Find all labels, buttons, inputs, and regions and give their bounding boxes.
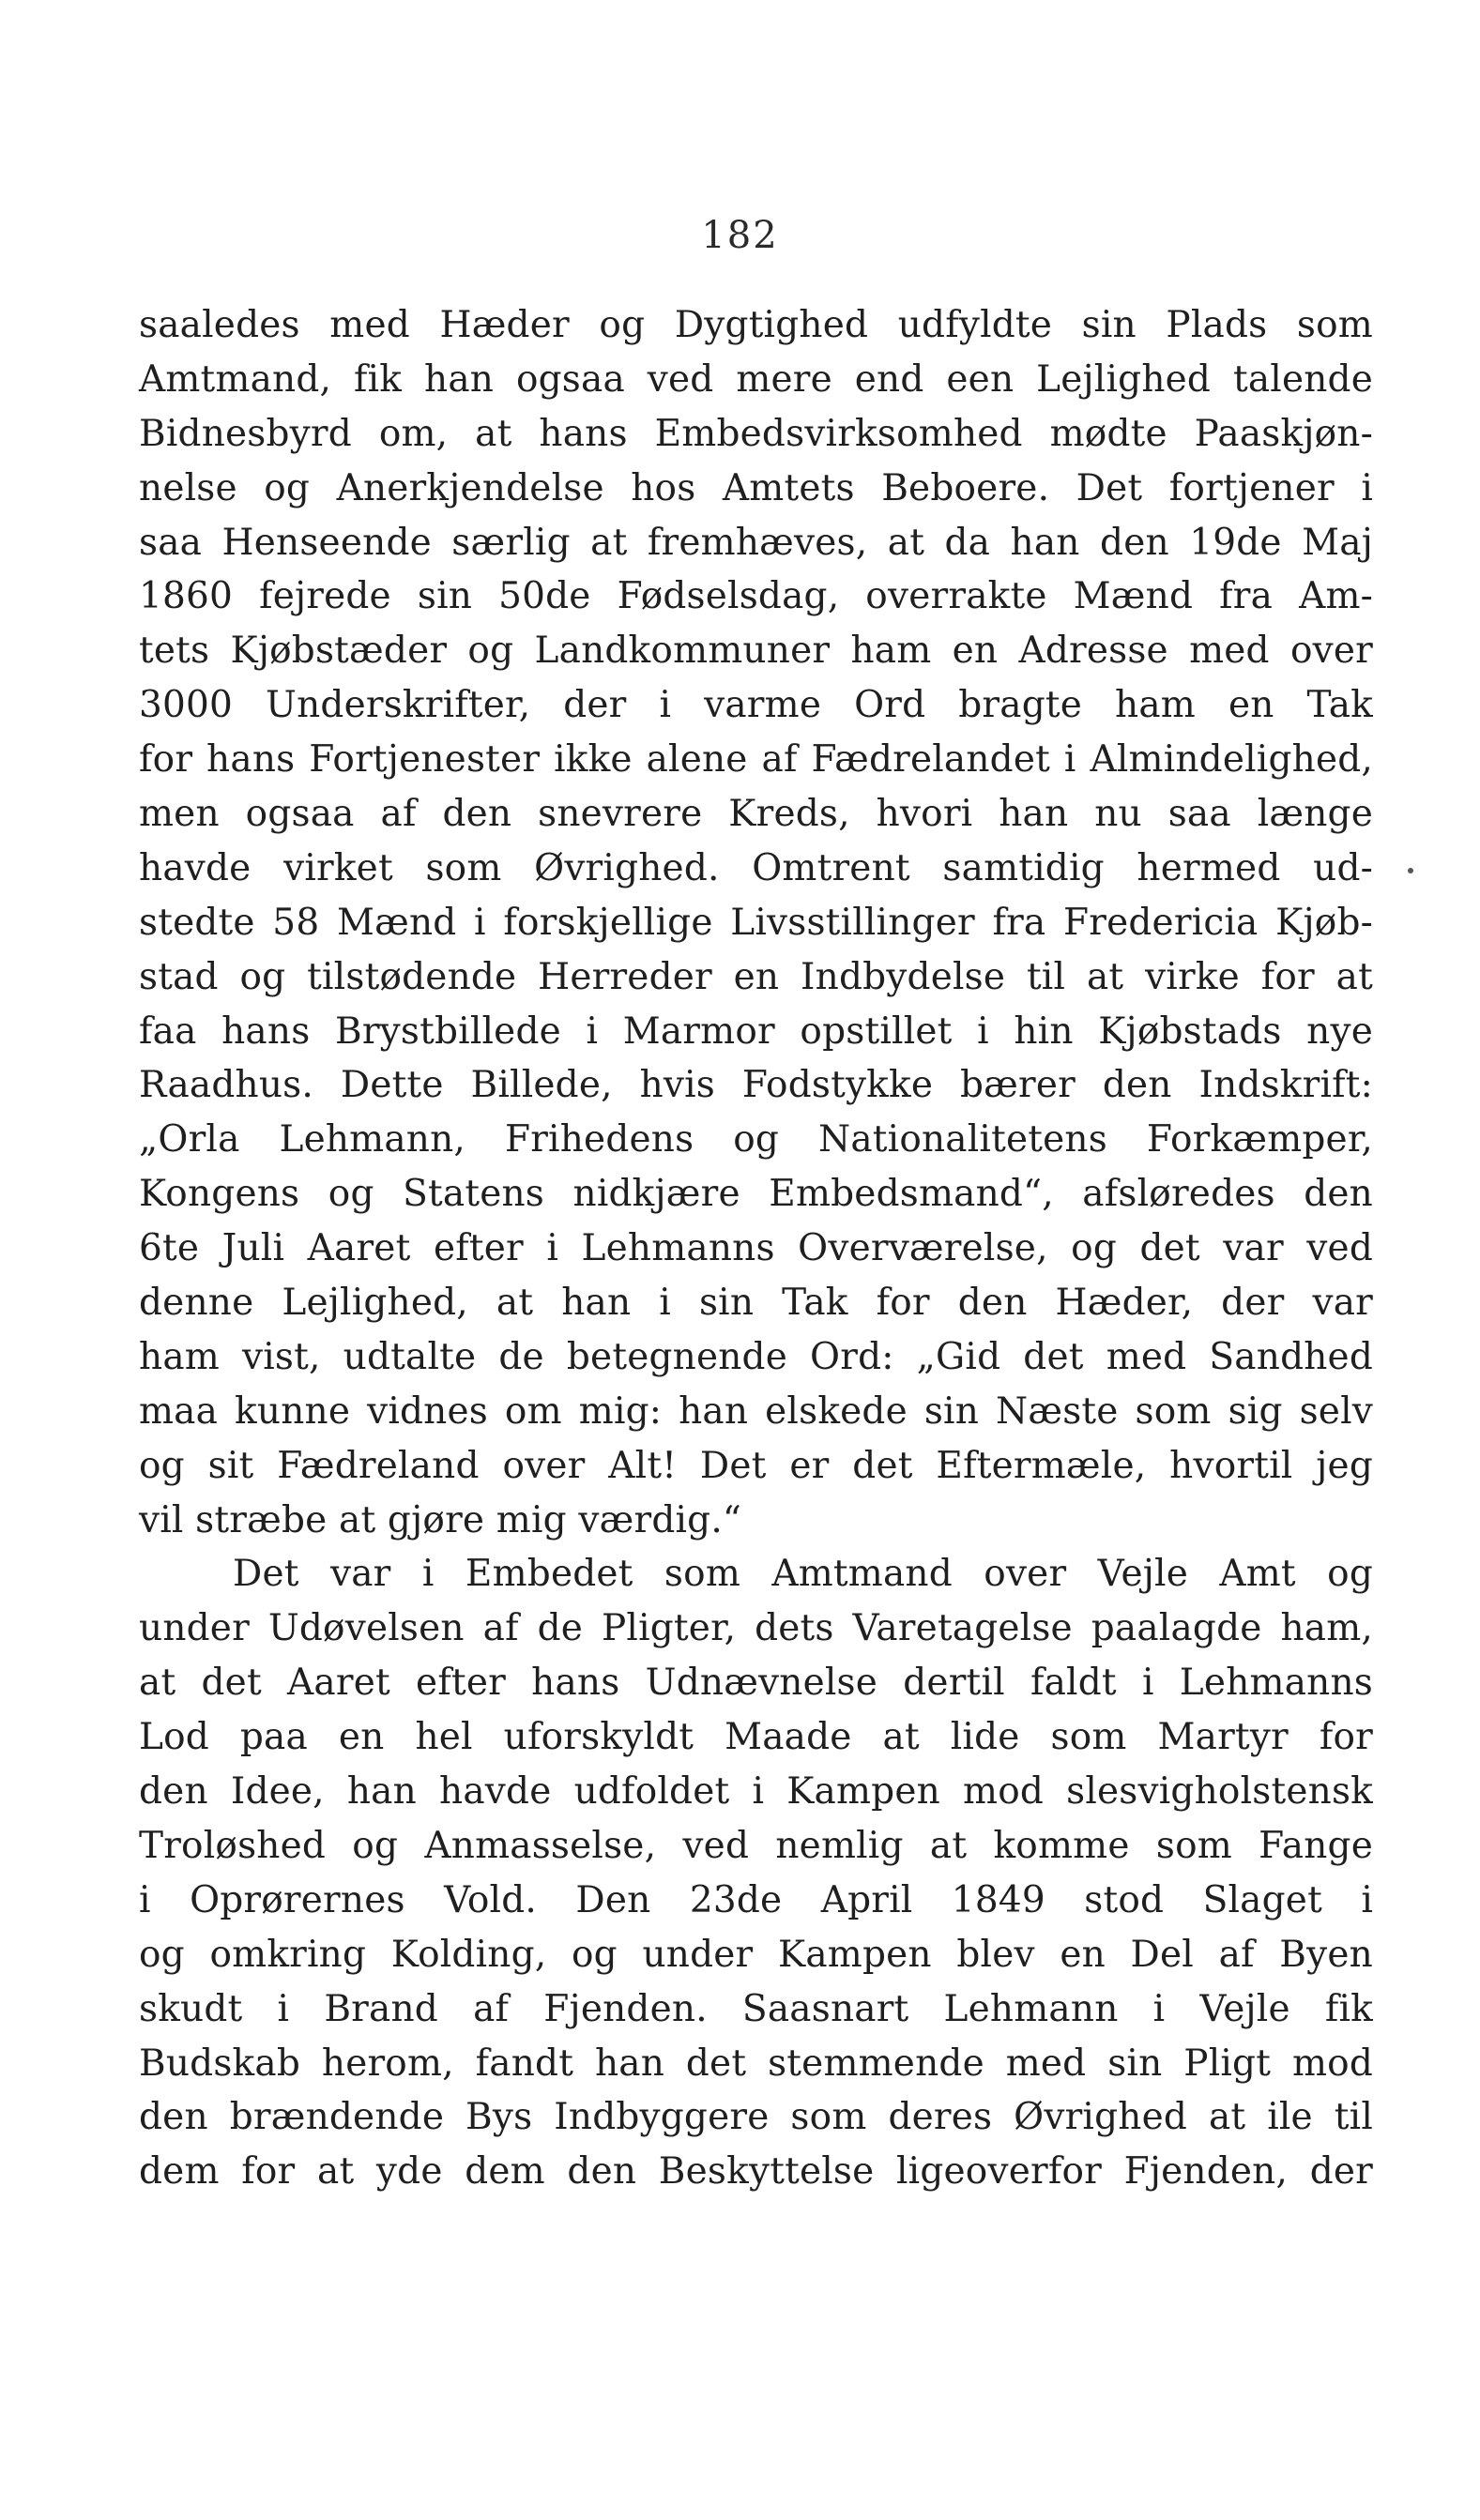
page-number: 182 <box>701 214 779 257</box>
text-line: stad og tilstødende Herreder en Indbydelse til at virke for at <box>139 955 1373 998</box>
text-line: havde virket som Øvrighed. Omtrent samtidig hermed ud- <box>139 846 1373 889</box>
text-line: at det Aaret efter hans Udnævnelse dertil faldt i Lehmanns <box>139 1662 1373 1705</box>
text-line: i Oprørernes Vold. Den 23de April 1849 stod Slaget i <box>139 1878 1373 1921</box>
text-line: men ogsaa af den snevrere Kreds, hvori han nu saa længe <box>139 793 1373 836</box>
text-line: nelse og Anerkjendelse hos Amtets Beboere. Det fortjener i <box>139 466 1373 509</box>
text-line: under Udøvelsen af de Pligter, dets Varetagelse paalagde ham, <box>139 1607 1373 1650</box>
text-line: skudt i Brand af Fjenden. Saasnart Lehmann i Vejle fik <box>139 1987 1373 2030</box>
margin-speck <box>1408 868 1413 873</box>
text-line: den Idee, han havde udfoldet i Kampen mod slesvigholstensk <box>139 1770 1373 1814</box>
text-line: Lod paa en hel uforskyldt Maade at lide som Martyr for <box>139 1716 1373 1759</box>
text-line: og omkring Kolding, og under Kampen blev en Del af Byen <box>139 1933 1373 1976</box>
text-line: for hans Fortjenester ikke alene af Fædrelandet i Almindelighed, <box>139 738 1373 782</box>
text-line: og sit Fædreland over Alt! Det er det Eftermæle, hvortil jeg <box>139 1444 1373 1487</box>
text-line: faa hans Brystbillede i Marmor opstillet i hin Kjøbstads nye <box>139 1010 1373 1053</box>
text-line: den brændende Bys Indbyggere som deres Øvrighed at ile til <box>139 2096 1373 2139</box>
text-line: 3000 Underskrifter, der i varme Ord bragte ham en Tak <box>139 684 1373 727</box>
text-line: „Orla Lehmann, Frihedens og Nationalitetens Forkæmper, <box>139 1118 1373 1161</box>
text-line: Amtmand, fik han ogsaa ved mere end een Lejlighed talende <box>139 357 1373 401</box>
text-line: denne Lejlighed, at han i sin Tak for den Hæder, der var <box>139 1282 1373 1325</box>
text-line-paragraph-start: Det var i Embedet som Amtmand over Vejle Amt og <box>233 1553 1373 1596</box>
text-line: 1860 fejrede sin 50de Fødselsdag, overrakte Mænd fra Am- <box>139 575 1373 618</box>
text-line: ham vist, udtalte de betegnende Ord: „Gid det med Sandhed <box>139 1335 1373 1378</box>
text-line: Budskab herom, fandt han det stemmende med sin Pligt mod <box>139 2042 1373 2085</box>
text-line: Troløshed og Anmasselse, ved nemlig at komme som Fange <box>139 1824 1373 1867</box>
text-line: stedte 58 Mænd i forskjellige Livsstillinger fra Fredericia Kjøb- <box>139 901 1373 944</box>
text-line: saa Henseende særlig at fremhæves, at da han den 19de Maj <box>139 521 1373 564</box>
text-line: maa kunne vidnes om mig: han elskede sin Næste som sig selv <box>139 1389 1373 1433</box>
text-line: vil stræbe at gjøre mig værdig.“ <box>139 1498 742 1541</box>
text-line: saaledes med Hæder og Dygtighed udfyldte sin Plads som <box>139 304 1373 346</box>
text-line: Bidnesbyrd om, at hans Embedsvirksomhed mødte Paaskjøn- <box>139 412 1373 455</box>
text-line: Kongens og Statens nidkjære Embedsmand“, afsløredes den <box>139 1173 1373 1216</box>
text-line: tets Kjøbstæder og Landkommuner ham en Adresse med over <box>139 630 1373 673</box>
text-line: 6te Juli Aaret efter i Lehmanns Overværelse, og det var ved <box>139 1227 1373 1270</box>
body-text <box>139 298 1373 2199</box>
text-line: dem for at yde dem den Beskyttelse ligeoverfor Fjenden, der <box>139 2150 1373 2194</box>
text-line: Raadhus. Dette Billede, hvis Fodstykke bærer den Indskrift: <box>139 1064 1373 1107</box>
